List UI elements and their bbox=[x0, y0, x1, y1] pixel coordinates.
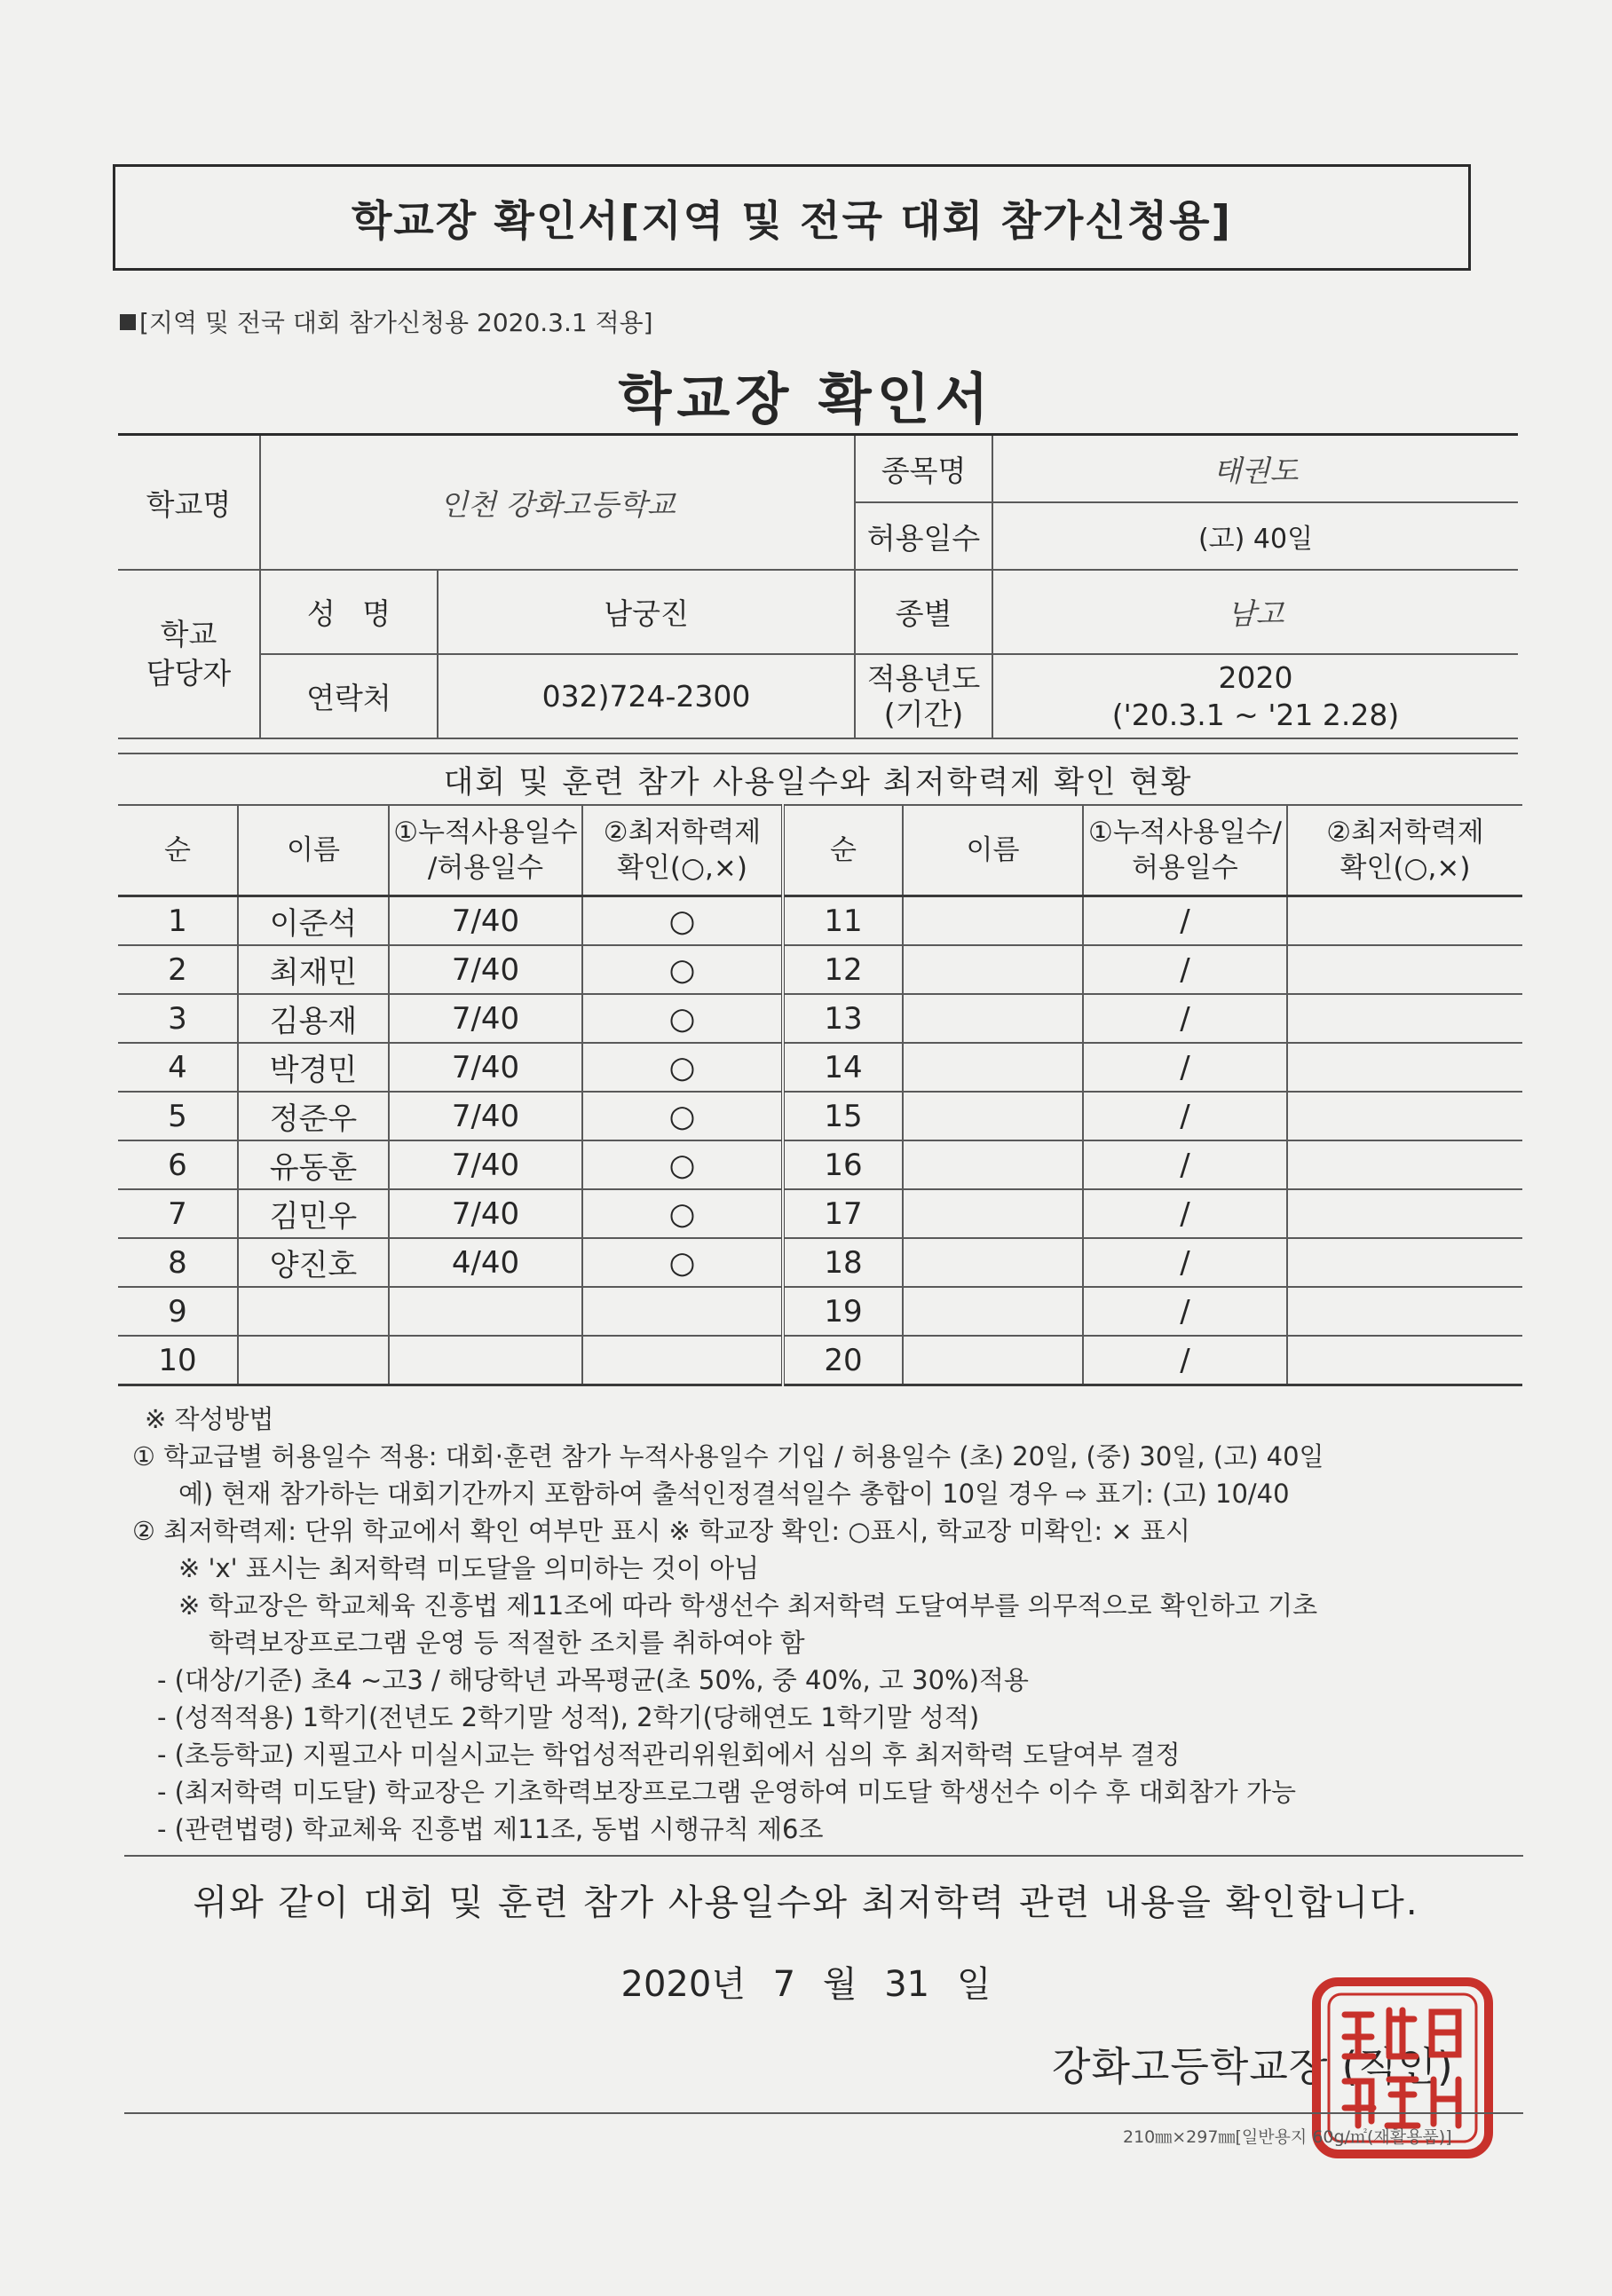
table-row bbox=[118, 945, 1522, 994]
roster-no: 6 bbox=[118, 1140, 238, 1189]
method-line-1b: 예) 현재 참가하는 대회기간까지 포함하여 출석인정결석일수 총합이 10일 경우 ⇨ 표기: (고) 10/40 bbox=[178, 1479, 1290, 1509]
roster-name-right bbox=[903, 1189, 1083, 1238]
roster-check: ○ bbox=[582, 1189, 783, 1238]
roster-days-right: / bbox=[1083, 1189, 1287, 1238]
allowed-days-value: (고) 40일 bbox=[992, 502, 1518, 570]
name-label: 성 명 bbox=[260, 570, 438, 654]
roster-days bbox=[389, 1336, 582, 1385]
roster-name: 이준석 bbox=[238, 896, 389, 946]
roster-no: 7 bbox=[118, 1189, 238, 1238]
school-info-table bbox=[118, 433, 1518, 739]
year-label: 적용년도 (기간) bbox=[855, 654, 992, 738]
roster-days: 4/40 bbox=[389, 1238, 582, 1287]
method-line-4b: 학력보장프로그램 운영 등 적절한 조치를 취하여야 함 bbox=[209, 1628, 805, 1658]
roster-no-right: 19 bbox=[783, 1287, 903, 1336]
roster-no: 9 bbox=[118, 1287, 238, 1336]
year-cell bbox=[992, 654, 1518, 738]
col-header-days-right: ①누적사용일수/ 허용일수 bbox=[1083, 805, 1287, 896]
divider-top bbox=[124, 1855, 1523, 1857]
roster-check: ○ bbox=[582, 994, 783, 1043]
roster-name: 최재민 bbox=[238, 945, 389, 994]
roster-name-right bbox=[903, 1092, 1083, 1140]
roster-days: 7/40 bbox=[389, 1189, 582, 1238]
method-bullet-2: - (성적적용) 1학기(전년도 2학기말 성적), 2학기(당해연도 1학기말 성적) bbox=[157, 1702, 980, 1732]
principal-signature: 강화고등학교장 (직인) bbox=[1052, 2043, 1454, 2090]
roster-name: 박경민 bbox=[238, 1043, 389, 1092]
roster-name-right bbox=[903, 1238, 1083, 1287]
roster-name-right bbox=[903, 1140, 1083, 1189]
roster-no-right: 18 bbox=[783, 1238, 903, 1287]
roster-no-right: 11 bbox=[783, 896, 903, 946]
school-name-label: 학교명 bbox=[118, 435, 260, 571]
period-value: ('20.3.1 ~ '21 2.28) bbox=[1111, 697, 1400, 732]
writing-method bbox=[132, 1400, 1529, 1848]
method-line-4: ※ 학교장은 학교체육 진흥법 제11조에 따라 학생선수 최저학력 도달여부를 의무적으로 확인하고 기초 bbox=[178, 1590, 1318, 1621]
method-line-3: ※ 'x' 표시는 최저학력 미도달을 의미하는 것이 아님 bbox=[178, 1553, 760, 1583]
roster-check: ○ bbox=[582, 1092, 783, 1140]
roster-check-right bbox=[1287, 1140, 1522, 1189]
roster-days-right: / bbox=[1083, 1043, 1287, 1092]
roster-no-right: 12 bbox=[783, 945, 903, 994]
roster-no-right: 20 bbox=[783, 1336, 903, 1385]
roster-name-right bbox=[903, 896, 1083, 946]
divider-bottom bbox=[124, 2112, 1523, 2114]
roster-days: 7/40 bbox=[389, 1092, 582, 1140]
col-header-no-right: 순 bbox=[783, 805, 903, 896]
roster-name: 김용재 bbox=[238, 994, 389, 1043]
method-bullet-5: - (관련법령) 학교체육 진흥법 제11조, 동법 시행규칙 제6조 bbox=[157, 1814, 824, 1844]
table-row bbox=[118, 1092, 1522, 1140]
paper-spec: 210㎜×297㎜[일반용지 60g/㎡(재활용품)] bbox=[1123, 2127, 1452, 2147]
roster-days-right: / bbox=[1083, 1238, 1287, 1287]
roster-no: 4 bbox=[118, 1043, 238, 1092]
confirmation-text: 위와 같이 대회 및 훈련 참가 사용일수와 최저학력 관련 내용을 확인합니다. bbox=[193, 1882, 1419, 1923]
roster-days-right: / bbox=[1083, 945, 1287, 994]
roster-check-right bbox=[1287, 994, 1522, 1043]
contact-label: 연락처 bbox=[260, 654, 438, 738]
page-title: 학교장 확인서 bbox=[618, 367, 994, 431]
roster-days: 7/40 bbox=[389, 994, 582, 1043]
roster-name: 김민우 bbox=[238, 1189, 389, 1238]
col-header-no: 순 bbox=[118, 805, 238, 896]
school-name-value: 인천 강화고등학교 bbox=[260, 435, 855, 571]
table-row bbox=[118, 1238, 1522, 1287]
roster-no-right: 16 bbox=[783, 1140, 903, 1189]
roster-days-right: / bbox=[1083, 1287, 1287, 1336]
allowed-days-label: 허용일수 bbox=[855, 502, 992, 570]
roster-section-title: 대회 및 훈련 참가 사용일수와 최저학력제 확인 현황 bbox=[118, 753, 1518, 804]
col-header-check: ②최저학력제 확인(○,×) bbox=[582, 805, 783, 896]
roster-check: ○ bbox=[582, 1238, 783, 1287]
roster-days-right: / bbox=[1083, 994, 1287, 1043]
roster-no: 2 bbox=[118, 945, 238, 994]
roster-check-right bbox=[1287, 896, 1522, 946]
roster-days-right: / bbox=[1083, 1092, 1287, 1140]
roster-name-right bbox=[903, 994, 1083, 1043]
roster-no-right: 14 bbox=[783, 1043, 903, 1092]
method-heading: ※ 작성방법 bbox=[145, 1404, 274, 1434]
method-line-2: ② 최저학력제: 단위 학교에서 확인 여부만 표시 ※ 학교장 확인: ○표시, 학교장 미확인: × 표시 bbox=[132, 1516, 1190, 1546]
gender-label: 종별 bbox=[855, 570, 992, 654]
roster-check-right bbox=[1287, 1189, 1522, 1238]
application-note-text: [지역 및 전국 대회 참가신청용 2020.3.1 적용] bbox=[139, 308, 653, 337]
issue-date: 2020년 7 월 31 일 bbox=[620, 1964, 992, 2005]
roster-days-right: / bbox=[1083, 896, 1287, 946]
roster-body bbox=[118, 896, 1522, 1385]
roster-name-right bbox=[903, 1287, 1083, 1336]
roster-check: ○ bbox=[582, 945, 783, 994]
table-row bbox=[118, 1043, 1522, 1092]
roster-name-right bbox=[903, 1043, 1083, 1092]
event-value: 태권도 bbox=[992, 435, 1518, 503]
gender-value: 남고 bbox=[992, 570, 1518, 654]
roster-check-right bbox=[1287, 1287, 1522, 1336]
roster-name bbox=[238, 1287, 389, 1336]
table-row bbox=[118, 1336, 1522, 1385]
roster-days-right: / bbox=[1083, 1140, 1287, 1189]
name-value: 남궁진 bbox=[438, 570, 855, 654]
roster-name-right bbox=[903, 1336, 1083, 1385]
roster-no: 3 bbox=[118, 994, 238, 1043]
table-row bbox=[118, 1140, 1522, 1189]
table-row bbox=[118, 1287, 1522, 1336]
roster-table bbox=[118, 804, 1522, 1386]
roster-check-right bbox=[1287, 1238, 1522, 1287]
roster-days bbox=[389, 1287, 582, 1336]
method-bullet-4: - (최저학력 미도달) 학교장은 기초학력보장프로그램 운영하여 미도달 학생선수 이수 후 대회참가 가능 bbox=[157, 1777, 1297, 1807]
roster-name: 정준우 bbox=[238, 1092, 389, 1140]
header-box-title: 학교장 확인서[지역 및 전국 대회 참가신청용] bbox=[113, 164, 1471, 271]
roster-name bbox=[238, 1336, 389, 1385]
table-row bbox=[118, 994, 1522, 1043]
application-note bbox=[120, 304, 653, 339]
roster-no-right: 13 bbox=[783, 994, 903, 1043]
method-bullet-3: - (초등학교) 지필고사 미실시교는 학업성적관리위원회에서 심의 후 최저학력 도달여부 결정 bbox=[157, 1740, 1181, 1770]
roster-check-right bbox=[1287, 1092, 1522, 1140]
roster-check: ○ bbox=[582, 896, 783, 946]
col-header-name: 이름 bbox=[238, 805, 389, 896]
method-bullet-1: - (대상/기준) 초4 ~고3 / 해당학년 과목평균(초 50%, 중 40%, 고 30%)적용 bbox=[157, 1665, 1029, 1695]
roster-name: 유동훈 bbox=[238, 1140, 389, 1189]
roster-name: 양진호 bbox=[238, 1238, 389, 1287]
roster-days: 7/40 bbox=[389, 1140, 582, 1189]
col-header-days: ①누적사용일수 /허용일수 bbox=[389, 805, 582, 896]
roster-name-right bbox=[903, 945, 1083, 994]
roster-check: ○ bbox=[582, 1140, 783, 1189]
col-header-name-right: 이름 bbox=[903, 805, 1083, 896]
contact-value: 032)724-2300 bbox=[438, 654, 855, 738]
roster-check bbox=[582, 1336, 783, 1385]
roster-days: 7/40 bbox=[389, 1043, 582, 1092]
year-value: 2020 bbox=[1218, 659, 1293, 695]
method-line-1: ① 학교급별 허용일수 적용: 대회·훈련 참가 누적사용일수 기입 / 허용일수 (초) 20일, (중) 30일, (고) 40일 bbox=[132, 1441, 1324, 1471]
roster-check-right bbox=[1287, 945, 1522, 994]
roster-check-right bbox=[1287, 1336, 1522, 1385]
roster-no: 10 bbox=[118, 1336, 238, 1385]
table-row bbox=[118, 896, 1522, 946]
table-row bbox=[118, 1189, 1522, 1238]
roster-check-right bbox=[1287, 1043, 1522, 1092]
roster-no-right: 15 bbox=[783, 1092, 903, 1140]
roster-days-right: / bbox=[1083, 1336, 1287, 1385]
roster-days: 7/40 bbox=[389, 896, 582, 946]
event-label: 종목명 bbox=[855, 435, 992, 503]
roster-no: 5 bbox=[118, 1092, 238, 1140]
square-bullet-icon bbox=[120, 314, 136, 330]
roster-no-right: 17 bbox=[783, 1189, 903, 1238]
manager-label: 학교 담당자 bbox=[118, 570, 260, 738]
roster-header-row bbox=[118, 805, 1522, 896]
roster-no: 1 bbox=[118, 896, 238, 946]
col-header-check-right: ②최저학력제 확인(○,×) bbox=[1287, 805, 1522, 896]
roster-check: ○ bbox=[582, 1043, 783, 1092]
roster-days: 7/40 bbox=[389, 945, 582, 994]
roster-check bbox=[582, 1287, 783, 1336]
roster-no: 8 bbox=[118, 1238, 238, 1287]
